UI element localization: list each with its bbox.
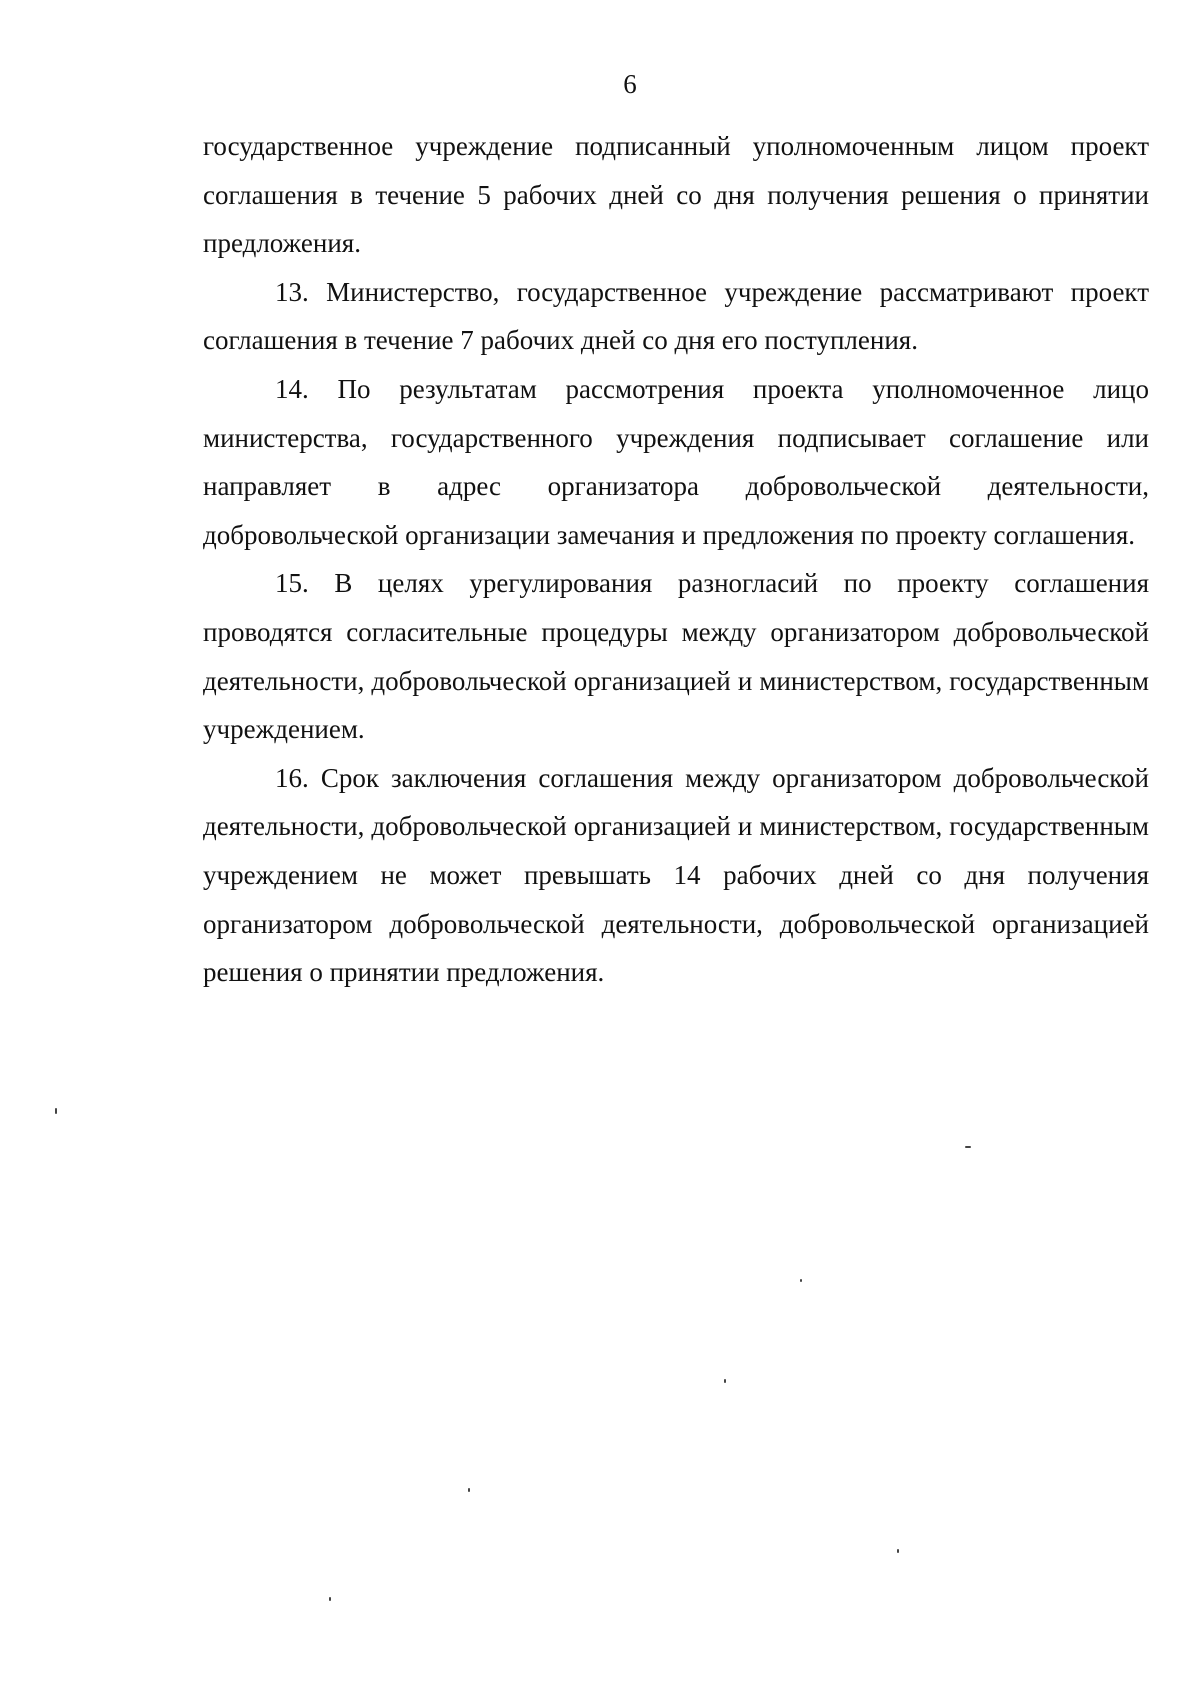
scan-speck	[897, 1549, 899, 1553]
scan-speck	[329, 1597, 331, 1601]
scan-speck	[55, 1108, 57, 1114]
paragraph-15: 15. В целях урегулирования разногласий по проекту соглашения проводятся согласительные процедуры между организатором добровольческой деятельности, добровольческой организацией и министерством, государственным учреждением.	[203, 568, 1149, 745]
scan-speck	[468, 1488, 470, 1492]
paragraph-continuation: государственное учреждение подписанный уполномоченным лицом проект соглашения в течение 5 рабочих дней со дня получения решения о принятии предложения.	[203, 131, 1149, 259]
body-text	[203, 122, 1149, 997]
paragraph-14: 14. По результатам рассмотрения проекта уполномоченное лицо министерства, государственного учреждения подписывает соглашение или направляет в адрес организатора добровольческой деятельности, добровольческой организации замечания и предложения по проекту соглашения.	[203, 373, 1149, 550]
scan-speck	[724, 1379, 726, 1383]
scan-speck	[965, 1146, 971, 1148]
paragraph-16: 16. Срок заключения соглашения между организатором добровольческой деятельности, добровольческой организацией и министерством, государственным учреждением не может превышать 14 рабочих дней со дня получения организатором добровольческой деятельности, добровольческой организацией решения о принятии предложения.	[203, 762, 1149, 988]
paragraph-13: 13. Министерство, государственное учреждение рассматривают проект соглашения в течение 7 рабочих дней со дня его поступления.	[203, 276, 1149, 356]
page-number: 6	[623, 69, 637, 99]
scan-speck	[800, 1279, 802, 1282]
